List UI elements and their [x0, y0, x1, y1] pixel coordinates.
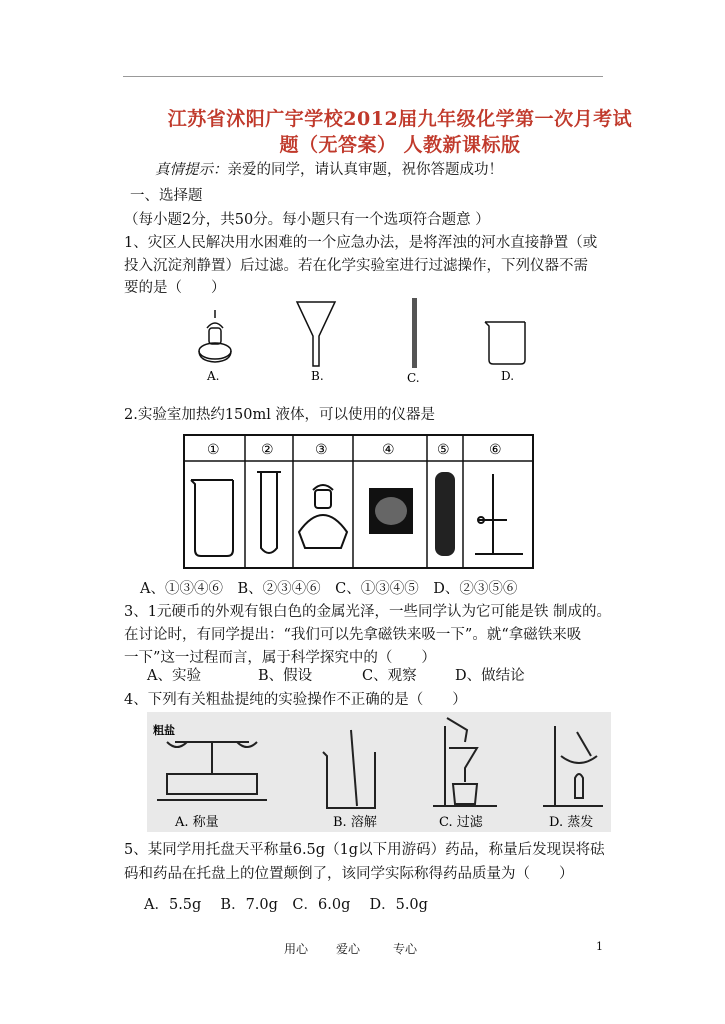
q2-header-4: ④ [382, 442, 395, 458]
q3-option-d: D、做结论 [455, 668, 525, 684]
q1-line1: 1、灾区人民解决用水困难的一个应急办法，是将浑浊的河水直接静置（或 [124, 235, 598, 251]
beaker-icon [191, 480, 233, 556]
q3-line2: 在讨论时，有同学提出：“我们可以先拿磁铁来吸一下”。就“拿磁铁来吸 [124, 627, 582, 643]
q4-figure [147, 712, 611, 832]
q4-stem: 4、下列有关粗盐提纯的实验操作不正确的是（ ） [124, 692, 467, 708]
alcohol-lamp-icon [299, 485, 347, 548]
q4-caption-d: D. 蒸发 [549, 815, 594, 830]
hint [155, 160, 503, 180]
q2-apparatus-table [183, 434, 535, 570]
iron-stand-icon [475, 474, 523, 554]
q5-line2: 码和药品在托盘上的位置颠倒了，该同学实际称得药品质量为（ ） [124, 866, 574, 882]
q3-option-a: A、实验 [147, 668, 201, 684]
header-rule [123, 76, 603, 77]
test-tube-icon [257, 472, 281, 553]
q1-line2: 投入沉淀剂静置）后过滤。若在化学实验室进行过滤操作，下列仪器不需 [124, 258, 588, 274]
section-heading: 一、选择题 [130, 188, 203, 204]
q2-header-6: ⑥ [489, 442, 502, 458]
funnel-icon [297, 302, 335, 366]
asbestos-gauze-icon [369, 488, 413, 534]
hint-label: 真情提示： [155, 162, 228, 178]
footer-item-3: 专心 [393, 942, 418, 956]
q3-option-b: B、假设 [258, 668, 313, 684]
q4-label-salt: 粗盐 [153, 724, 175, 737]
q2-header-5: ⑤ [437, 442, 450, 458]
q2-stem: 2.实验室加热约150ml 液体，可以使用的仪器是 [124, 407, 436, 423]
alcohol-lamp-icon [199, 310, 231, 362]
q2-header-3: ③ [315, 442, 328, 458]
q1-caption-b: B. [311, 369, 324, 383]
q2-options: A、①③④⑥ B、②③④⑥ C、①③④⑤ D、②③⑤⑥ [140, 581, 518, 597]
q4-caption-c: C. 过滤 [439, 815, 483, 830]
page-number: 1 [596, 940, 603, 953]
q4-caption-a: A. 称量 [175, 815, 219, 830]
test-tube-icon [435, 472, 455, 556]
page-title-line1: 江苏省沭阳广宇学校2012届九年级化学第一次月考试 [167, 108, 633, 130]
q5-options: A．5.5g B．7.0g C．6.0g D．5.0g [144, 897, 428, 913]
q3-option-c: C、观察 [362, 668, 417, 684]
q3-line1: 3、1元硬币的外观有银白色的金属光泽，一些同学认为它可能是铁 制成的。 [124, 604, 612, 620]
q2-header-1: ① [207, 442, 220, 458]
q1-caption-d: D. [501, 369, 515, 383]
section-note: （每小题2分，共50分。每小题只有一个选项符合题意 ） [124, 212, 490, 228]
footer-item-1: 用心 [284, 942, 309, 956]
q1-line3: 要的是（ ） [124, 280, 226, 296]
page-title-line2: 题（无答案） 人教新课标版 [279, 134, 521, 156]
q3-line3: 一下”这一过程而言，属于科学探究中的（ ） [124, 650, 436, 666]
q1-caption-c: C. [407, 371, 420, 385]
q1-caption-a: A. [207, 369, 220, 383]
beaker-icon [485, 322, 525, 364]
hint-text: 亲爱的同学，请认真审题，祝你答题成功！ [227, 162, 503, 178]
q4-caption-b: B. 溶解 [333, 815, 377, 830]
q1-figure [185, 296, 545, 391]
footer-item-2: 爱心 [336, 942, 361, 956]
q5-line1: 5、某同学用托盘天平称量6.5g（1g以下用游码）药品，称量后发现误将砝 [124, 842, 605, 858]
glass-rod-icon [412, 298, 417, 368]
q2-header-2: ② [261, 442, 274, 458]
